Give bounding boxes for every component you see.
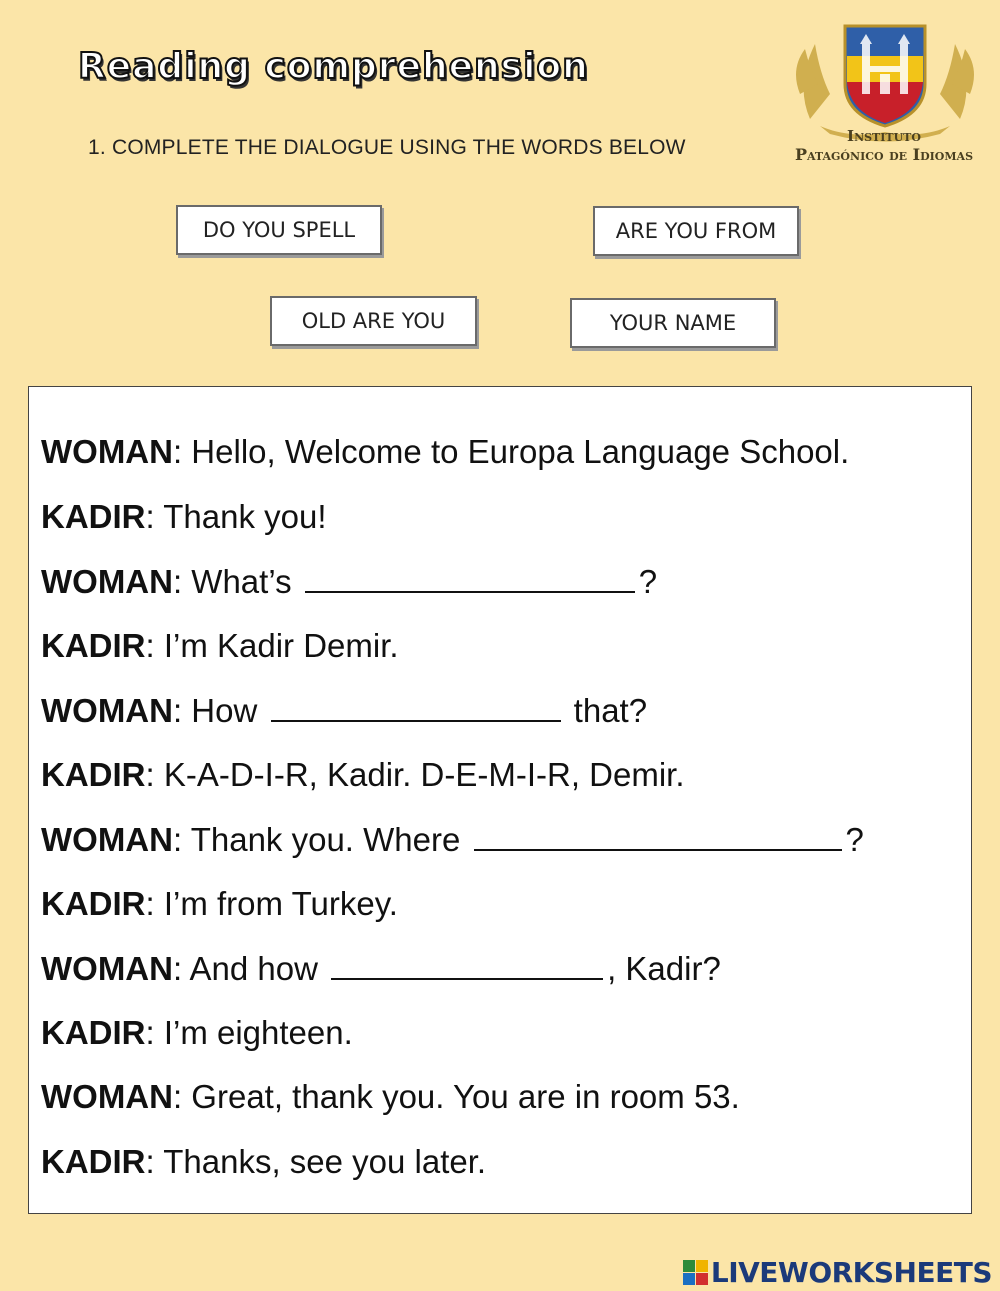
dialogue-line (41, 497, 327, 537)
logo-line-1: Instituto (847, 127, 921, 145)
dialogue-text: : Thank you. Where (172, 821, 470, 858)
dialogue-text: : Thank you! (145, 498, 327, 535)
dialogue-text: ? (845, 821, 864, 858)
instruction-text: 1. COMPLETE THE DIALOGUE USING THE WORDS BELOW (88, 136, 686, 159)
speaker-label: WOMAN (41, 1078, 173, 1115)
institute-logo-text (786, 128, 982, 163)
speaker-label: KADIR (41, 498, 146, 535)
answer-blank-3[interactable] (474, 819, 842, 851)
dialogue-text: : What’s (172, 563, 301, 600)
dialogue-box (28, 386, 972, 1214)
speaker-label: WOMAN (41, 950, 173, 987)
answer-blank-4[interactable] (331, 948, 603, 980)
answer-blank-2[interactable] (271, 690, 561, 722)
dialogue-line (41, 948, 721, 989)
dialogue-text: : K-A-D-I-R, Kadir. D-E-M-I-R, Demir. (145, 756, 685, 793)
dialogue-line (41, 1142, 486, 1182)
dialogue-text: : I’m eighteen. (145, 1014, 353, 1051)
dialogue-line (41, 1077, 740, 1117)
dialogue-line (41, 690, 647, 731)
worksheet-title: Reading comprehension (78, 46, 589, 87)
dialogue-text: : And how (172, 950, 328, 987)
word-option-are-you-from[interactable]: ARE YOU FROM (593, 206, 799, 256)
liveworksheets-brand: LIVEWORKSHEETS (710, 1256, 992, 1289)
dialogue-text: : Hello, Welcome to Europa Language School. (172, 433, 850, 470)
speaker-label: KADIR (41, 756, 146, 793)
liveworksheets-logo-icon (683, 1260, 708, 1285)
dialogue-text: : How (172, 692, 267, 729)
dialogue-line (41, 561, 657, 602)
dialogue-line (41, 755, 685, 795)
liveworksheets-footer (683, 1256, 992, 1289)
speaker-label: WOMAN (41, 692, 173, 729)
dialogue-line (41, 884, 398, 924)
word-option-your-name[interactable]: YOUR NAME (570, 298, 776, 348)
dialogue-text: : I’m Kadir Demir. (145, 627, 399, 664)
dialogue-text: : Thanks, see you later. (145, 1143, 487, 1180)
dialogue-text: ? (638, 563, 658, 600)
dialogue-line (41, 1013, 353, 1053)
dialogue-line (41, 432, 849, 472)
speaker-label: WOMAN (41, 433, 173, 470)
logo-line-2: Patagónico de Idiomas (794, 144, 974, 164)
speaker-label: WOMAN (41, 563, 173, 600)
answer-blank-1[interactable] (305, 561, 635, 593)
speaker-label: KADIR (41, 1014, 146, 1051)
word-option-old-are-you[interactable]: OLD ARE YOU (270, 296, 477, 346)
dialogue-text: that? (564, 692, 648, 729)
dialogue-line (41, 626, 399, 666)
speaker-label: KADIR (41, 1143, 146, 1180)
word-option-do-you-spell[interactable]: DO YOU SPELL (176, 205, 382, 255)
speaker-label: WOMAN (41, 821, 173, 858)
dialogue-text: , Kadir? (607, 950, 721, 987)
speaker-label: KADIR (41, 885, 146, 922)
dialogue-text: : I’m from Turkey. (145, 885, 398, 922)
dialogue-text: : Great, thank you. You are in room 53. (172, 1078, 740, 1115)
speaker-label: KADIR (41, 627, 146, 664)
dialogue-line (41, 819, 864, 860)
